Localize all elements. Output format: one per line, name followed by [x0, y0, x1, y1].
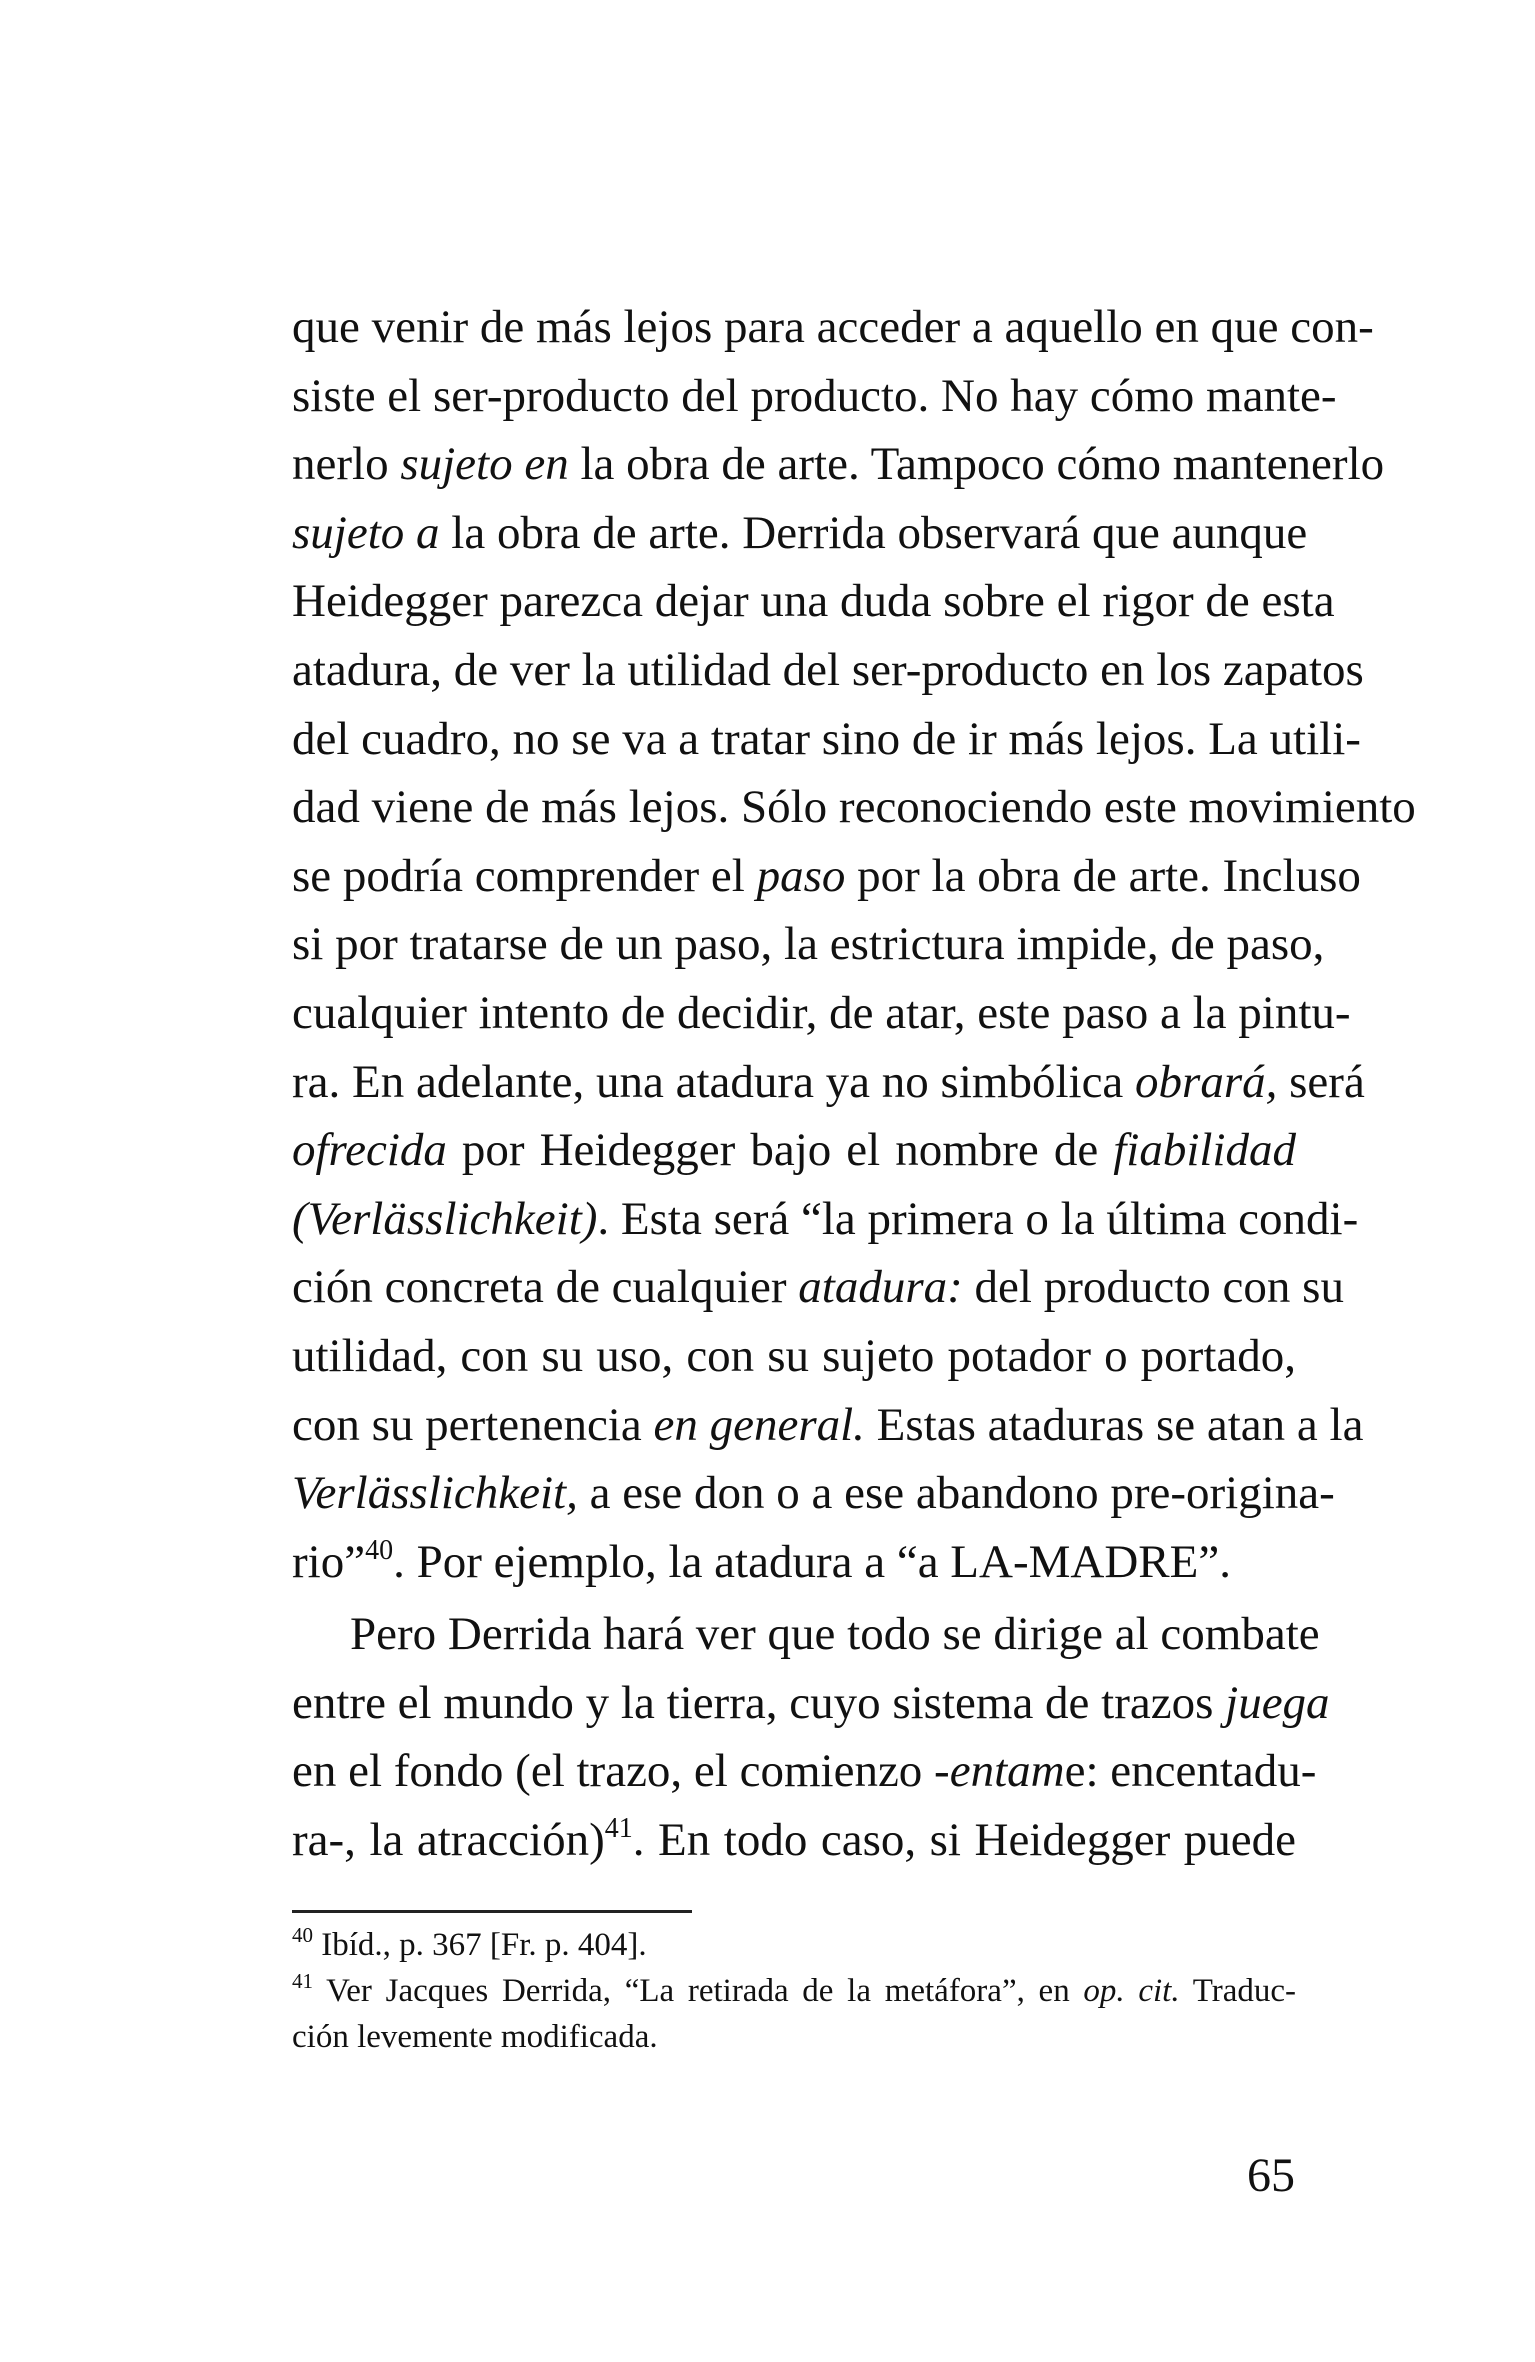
italic-run: atadura: [798, 1261, 963, 1314]
italic-run: entam [949, 1745, 1065, 1798]
text-run: a ese don o a ese abandono pre-origina- [577, 1467, 1335, 1520]
italic-run: Verlässlichkeit, [292, 1467, 578, 1520]
footnote-ref[interactable]: 41 [604, 1813, 633, 1845]
footnote-number: 41 [292, 1969, 313, 1993]
footnotes [292, 1922, 1296, 2060]
footnote-41-cont: ción levemente modificada. [292, 2019, 658, 2055]
text-line: siste el ser-producto del producto. No hay cómo mante- [292, 369, 1337, 422]
italic-run: obrará, [1135, 1055, 1278, 1108]
footnote-divider [292, 1910, 692, 1913]
text-run: . Esta será “la primera o la última condi- [597, 1192, 1359, 1245]
page-number: 65 [1247, 2149, 1295, 2202]
text-run: con su pertenencia [292, 1398, 654, 1451]
footnote-italic: op. cit. [1083, 1973, 1180, 2009]
text-line: que venir de más lejos para acceder a aquello en que con- [292, 301, 1374, 353]
text-line [292, 1391, 1364, 1460]
text-line [292, 1806, 1296, 1875]
footnote-text: Ver Jacques Derrida, “La retirada de la metáfora”, en [313, 1973, 1084, 2009]
italic-run: en general. [653, 1398, 865, 1451]
text-run: Estas ataduras se atan a la [864, 1398, 1364, 1451]
footnote-41 [292, 1968, 1296, 2014]
text-line: cualquier intento de decidir, de atar, este paso a la pintu- [292, 986, 1351, 1039]
text-run: la obra de arte. Derrida observará que aunque [439, 506, 1308, 559]
text-run: por la obra de arte. Incluso [845, 849, 1361, 902]
italic-run: (Verlässlichkeit) [292, 1192, 598, 1245]
text-line [292, 842, 1361, 911]
text-line: utilidad, con su uso, con su sujeto potador o portado, [292, 1329, 1296, 1382]
text-line [292, 1669, 1330, 1738]
text-line [292, 1459, 1335, 1528]
italic-run: juega [1225, 1676, 1330, 1729]
text-run: ra-, la atracción) [292, 1814, 605, 1867]
text-line: dad viene de más lejos. Sólo reconociendo este movimiento [292, 781, 1416, 834]
text-run: e: encentadu- [1064, 1745, 1317, 1798]
text-line: atadura, de ver la utilidad del ser-producto en los zapatos [292, 643, 1364, 696]
text-line [292, 1737, 1317, 1806]
footnote-text: Traduc- [1179, 1973, 1296, 2009]
text-line: Heidegger parezca dejar una duda sobre el rigor de esta [292, 575, 1335, 628]
text-line [292, 1116, 1296, 1185]
footnote-text: Ibíd., p. 367 [Fr. p. 404]. [313, 1927, 647, 1963]
footnote-number: 40 [292, 1923, 313, 1947]
italic-run: ofrecida [292, 1124, 447, 1177]
text-run: en el fondo (el trazo, el comienzo - [292, 1745, 950, 1798]
text-run: rio” [292, 1535, 366, 1588]
text-line [292, 1185, 1359, 1254]
footnote-ref[interactable]: 40 [365, 1534, 394, 1566]
text-run: se podría comprender el [292, 849, 757, 902]
text-line [292, 1253, 1344, 1322]
italic-run: sujeto en [400, 438, 569, 491]
text-line: del cuadro, no se va a tratar sino de ir más lejos. La utili- [292, 712, 1361, 765]
text-line [292, 430, 1385, 499]
italic-run: sujeto a [292, 506, 440, 559]
text-line: Pero Derrida hará ver que todo se dirige al combate [350, 1608, 1320, 1661]
text-run: será [1277, 1055, 1365, 1108]
text-run: nerlo [292, 438, 401, 491]
text-run: . En todo caso, si Heidegger puede [632, 1814, 1296, 1867]
italic-run: paso [756, 849, 846, 902]
text-run: del producto con su [962, 1261, 1344, 1314]
text-run: . Por ejemplo, la atadura a “a LA-MADRE”. [393, 1535, 1231, 1588]
text-run: por Heidegger bajo el nombre de [446, 1124, 1114, 1177]
body-text [292, 293, 1416, 1875]
text-run: entre el mundo y la tierra, cuyo sistema de trazos [292, 1676, 1226, 1729]
text-line [292, 499, 1308, 568]
italic-run: fiabilidad [1113, 1124, 1296, 1177]
text-line: si por tratarse de un paso, la estrictura impide, de paso, [292, 918, 1325, 971]
text-run: ra. En adelante, una atadura ya no simbólica [292, 1055, 1136, 1108]
text-line [292, 1528, 1296, 1597]
footnote-40 [292, 1922, 1296, 1968]
text-run: ción concreta de cualquier [292, 1261, 799, 1314]
text-line [292, 1048, 1365, 1117]
text-run: la obra de arte. Tampoco cómo mantenerlo [568, 438, 1385, 491]
